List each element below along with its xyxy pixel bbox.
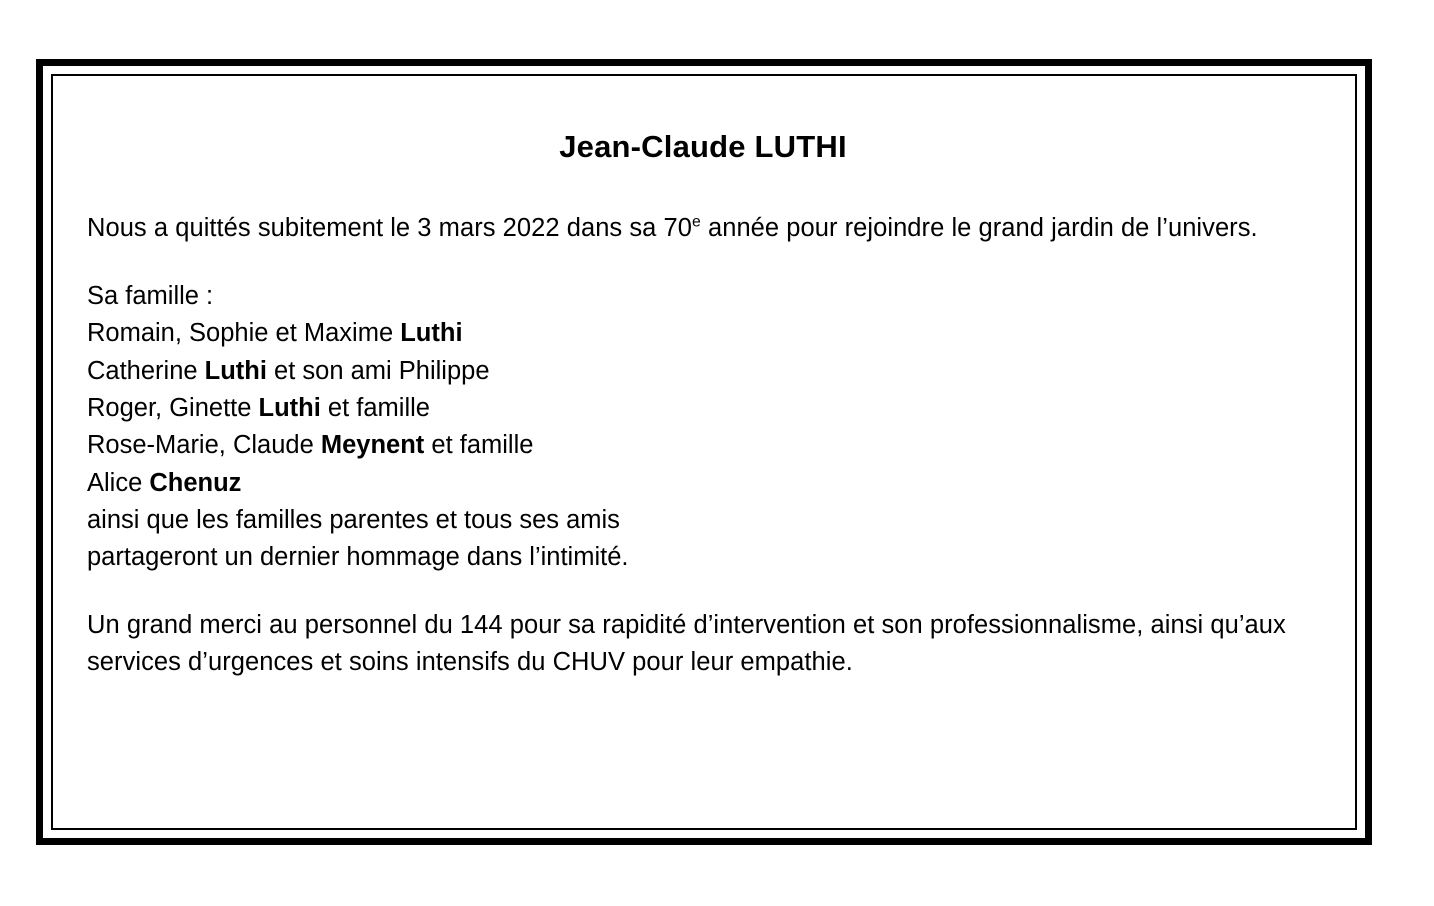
family-line-surname: Chenuz [149,468,242,497]
family-line [87,427,1319,464]
death-notice-frame [36,59,1372,845]
family-line-suffix: et famille [320,393,430,422]
family-line [87,465,1319,502]
announcement-paragraph [87,210,1319,248]
family-line-suffix: et famille [424,431,534,460]
family-line [87,502,1319,539]
family-list [87,278,1319,577]
family-line-prefix: Catherine [87,356,205,385]
notice-inner-border [51,74,1357,830]
family-line-prefix: Roger, Ginette [87,393,259,422]
announcement-text-before-age: Nous a quittés subitement le 3 mars 2022 dans sa 70 [87,214,692,243]
family-line-prefix: Alice [87,468,150,497]
age-ordinal-suffix: e [692,213,701,231]
announcement-text-after-age: année pour rejoindre le grand jardin de l’univers. [700,214,1258,243]
family-line [87,353,1319,390]
family-line [87,315,1319,352]
thanks-paragraph: Un grand merci au personnel du 144 pour sa rapidité d’intervention et son professionnalisme, ainsi qu’aux services d’urgences et soins intensifs du CHUV pour leur empathie. [87,610,1286,677]
family-line [87,539,1319,576]
family-line [87,390,1319,427]
family-line-prefix: Rose-Marie, Claude [87,431,321,460]
family-line-prefix: partageront un dernier hommage dans l’intimité. [87,543,629,572]
family-heading: Sa famille : [87,281,214,310]
deceased-name: Jean-Claude LUTHI [559,129,847,164]
notice-content [53,76,1355,828]
spacer-after-announcement [87,248,1319,278]
spacer-before-thanks [87,577,1319,607]
family-line-surname: Luthi [258,393,321,422]
family-line-suffix: et son ami Philippe [266,356,490,385]
family-line-surname: Meynent [320,431,425,460]
family-line-surname: Luthi [204,356,267,385]
family-line-prefix: Romain, Sophie et Maxime [87,319,401,348]
family-line-surname: Luthi [400,319,463,348]
family-line-prefix: ainsi que les familles parentes et tous ses amis [87,505,620,534]
